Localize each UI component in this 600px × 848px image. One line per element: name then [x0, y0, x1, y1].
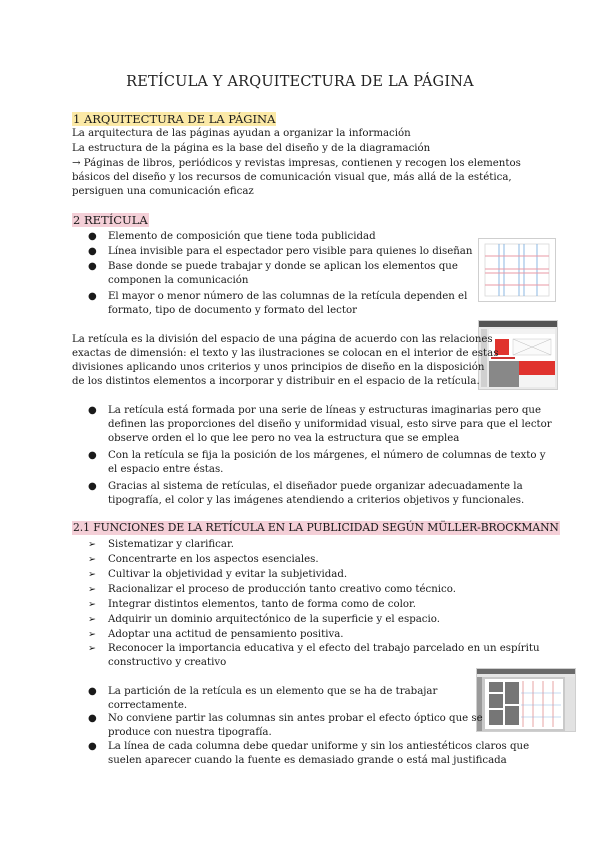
list-item-cont: suelen aparecer cuando la fuente es demasiado grande o está mal justificada — [108, 755, 507, 766]
function-item: Reconocer la importancia educativa y el efecto del trabajo parcelado en un espíritu — [108, 643, 540, 654]
section-2-1-heading: 2.1 FUNCIONES DE LA RETÍCULA EN LA PUBLICIDAD SEGÚN MÜLLER-BROCKMANN — [73, 521, 559, 534]
grid-illustration-image — [478, 238, 556, 302]
software-grid-image — [476, 668, 576, 732]
arrow-bullet-icon: ➢ — [88, 584, 96, 595]
list-item-cont: formato, tipo de documento y formato del lector — [108, 305, 357, 316]
function-item: Concentrarte en los aspectos esenciales. — [108, 554, 319, 565]
s1-line: persiguen una comunicación eficaz — [72, 186, 254, 197]
function-item: Cultivar la objetividad y evitar la subjetividad. — [108, 569, 348, 580]
list-item: El mayor o menor número de las columnas de la retícula dependen el — [108, 291, 468, 302]
bullet-icon: ● — [88, 713, 97, 724]
arrow-bullet-icon: ➢ — [88, 554, 96, 565]
list-item: La línea de cada columna debe quedar uniforme y sin los antiestéticos claros que — [108, 741, 530, 752]
list-item: Línea invisible para el espectador pero visible para quienes lo diseñan — [108, 246, 473, 257]
function-item: Integrar distintos elementos, tanto de forma como de color. — [108, 599, 417, 610]
arrow-bullet-icon: ➢ — [88, 629, 96, 640]
list-item-cont: definen las proporciones del diseño y uniformidad visual, esto sirve para que el lector — [108, 419, 552, 430]
s2-paragraph-line: La retícula es la división del espacio de una página de acuerdo con las relaciones — [72, 334, 493, 345]
function-item: Sistematizar y clarificar. — [108, 539, 234, 550]
list-item-cont: produce con nuestra tipografía. — [108, 727, 272, 738]
s2-paragraph-line: exactas de dimensión: el texto y las ilustraciones se colocan en el interior de estas — [72, 348, 499, 359]
list-item-cont: componen la comunicación — [108, 275, 249, 286]
list-item: Base donde se puede trabajar y donde se aplican los elementos que — [108, 261, 458, 272]
bullet-icon: ● — [88, 686, 97, 697]
list-item: Gracias al sistema de retículas, el diseñador puede organizar adecuadamente la — [108, 481, 523, 492]
arrow-bullet-icon: ➢ — [88, 539, 96, 550]
bullet-icon: ● — [88, 261, 97, 272]
bullet-icon: ● — [88, 291, 97, 302]
function-item: Racionalizar el proceso de producción tanto creativo como técnico. — [108, 584, 456, 595]
bullet-icon: ● — [88, 481, 97, 492]
list-item-cont: observe orden el lo que lee pero no vea la estructura que se emplea — [108, 433, 460, 444]
s1-line: La arquitectura de las páginas ayudan a organizar la información — [72, 128, 411, 139]
s1-line: básicos del diseño y los recursos de comunicación visual que, más allá de la estética, — [72, 172, 512, 183]
page-title: RETÍCULA Y ARQUITECTURA DE LA PÁGINA — [126, 74, 474, 90]
function-item-cont: constructivo y creativo — [108, 657, 227, 668]
function-item: Adquirir un dominio arquitectónico de la superficie y el espacio. — [108, 614, 440, 625]
section-1-heading: 1 ARQUITECTURA DE LA PÁGINA — [73, 112, 276, 126]
section-2-heading: 2 RETÍCULA — [73, 213, 148, 227]
arrow-bullet-icon: ➢ — [88, 614, 96, 625]
bullet-icon: ● — [88, 450, 97, 461]
arrow-bullet-icon: ➢ — [88, 569, 96, 580]
list-item: La retícula está formada por una serie de líneas y estructuras imaginarias pero que — [108, 405, 541, 416]
bullet-icon: ● — [88, 231, 97, 242]
list-item-cont: tipografía, el color y las imágenes atendiendo a criterios objetivos y funcionales. — [108, 495, 525, 506]
arrow-bullet-icon: ➢ — [88, 599, 96, 610]
s1-line: La estructura de la página es la base del diseño y de la diagramación — [72, 143, 431, 154]
s1-line: → Páginas de libros, periódicos y revistas impresas, contienen y recogen los elementos — [72, 158, 521, 169]
arrow-bullet-icon: ➢ — [88, 643, 96, 654]
s2-paragraph-line: divisiones aplicando unos criterios y unos principios de diseño en la disposición — [72, 362, 485, 373]
function-item: Adoptar una actitud de pensamiento positiva. — [108, 629, 344, 640]
list-item: No conviene partir las columnas sin antes probar el efecto óptico que se — [108, 713, 483, 724]
bullet-icon: ● — [88, 405, 97, 416]
list-item: La partición de la retícula es un elemento que se ha de trabajar — [108, 686, 438, 697]
list-item-cont: correctamente. — [108, 700, 188, 711]
list-item: Elemento de composición que tiene toda publicidad — [108, 231, 376, 242]
bullet-icon: ● — [88, 246, 97, 257]
bullet-icon: ● — [88, 741, 97, 752]
list-item-cont: el espacio entre éstas. — [108, 464, 224, 475]
s2-paragraph-line: de los distintos elementos a incorporar y distribuir en el espacio de la retícula. — [72, 376, 480, 387]
list-item: Con la retícula se fija la posición de los márgenes, el número de columnas de texto y — [108, 450, 546, 461]
